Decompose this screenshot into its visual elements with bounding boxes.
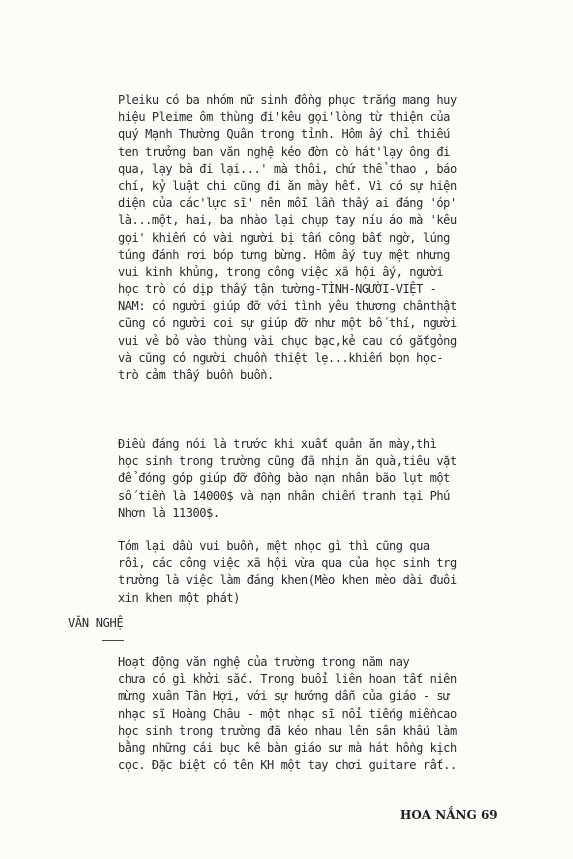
page-footer: HOA NẮNG 69 [400,808,498,822]
text-line: chưa có gì khởi sắc. Trong buổi liên hoan tất niên [118,672,457,687]
text-line: ten trưởng ban văn nghệ kéo đờn cò hát'lạy ông đi [118,144,450,159]
text-line: vui kinh khủng, trong công việc xã hội ấy, người [118,264,444,279]
text-line: gọi' khiến có vài người bị tấn công bất ngờ, lúng [118,230,450,245]
text-line: Nhơn là 11300$. [118,505,220,520]
text-line: Hoạt động văn nghệ của trường trong năm nay [118,655,410,669]
text-line: mừng xuân Tân Hợi, với sự hướng dẫn của giáo - sư [118,689,450,704]
paragraph-arts [118,654,490,774]
text-line: Tóm lại dầu vui buồn, mệt nhọc gì thì cũng qua [118,539,430,553]
text-line: NAM: có người giúp đỡ với tình yêu thương chânthật [118,299,457,314]
paragraph-charity [118,92,490,384]
text-line: Điều đáng nói là trước khi xuất quân ăn mày,thì [118,437,437,451]
paragraph-summary [118,538,490,607]
text-line: cũng có người coi sự giúp đỡ như một bố thí, người [118,316,457,331]
text-line: chí, kỷ luật chi cũng đi ăn mày hết. Vì có sự hiện [118,178,457,193]
paragraph-donations [118,436,490,522]
text-line: cọc. Đặc biệt có tên KH một tay chơi guitare rất.. [118,758,457,773]
text-line: học sinh trong trường cũng đã nhịn ăn quà,tiêu vặt [118,454,457,469]
text-line: diện của các'lực sĩ' nên mỗi lần thấy ai đáng 'óp' [118,196,457,211]
text-line: số tiền là 14000$ và nạn nhân chiến tranh tại Phú [118,488,450,503]
text-line: học sinh trong trường đã kéo nhau lên sân khấu làm [118,723,457,738]
text-line: học trò có dịp thấy tận tường-TÌNH-NGƯỜI-VIỆT - [118,282,437,297]
section-heading: VĂN NGHỆ [68,616,124,630]
text-line: Pleiku có ba nhóm nữ sinh đồng phục trắng mang huy [118,93,457,107]
text-line: rồi, các công việc xã hội vừa qua của học sinh trg [118,556,457,571]
text-line: nhạc sĩ Hoàng Châu - một nhạc sĩ nổi tiếng miềncao [118,706,457,721]
text-line: và cũng có người chuồn thiệt lẹ...khiến bọn học- [118,350,444,365]
text-line: qua, lạy bà đi lại...' mà thôi, chứ thể thao , báo [118,161,457,176]
section-underline [102,640,124,641]
text-line: bằng những cái bục kê bàn giáo sư mà hát hồng kịch [118,740,457,755]
text-line: xin khen một phát) [118,590,240,605]
text-line: quý Mạnh Thường Quân trong tỉnh. Hôm ấy chỉ thiếu [118,127,450,142]
text-line: trường là việc làm đáng khen(Mèo khen mèo dài đuôi [118,573,457,588]
text-line: là...một, hai, ba nhào lại chụp tay níu áo mà 'kêu [118,213,457,228]
text-line: vui vẻ bỏ vào thùng vài chục bạc,kẻ cau có gắtgỏng [118,333,457,348]
text-line: hiệu Pleime ôm thùng đi'kêu gọi'lòng từ thiện của [118,110,450,125]
text-line: túng đánh rơi bóp tưng bừng. Hôm ấy tuy mệt nhưng [118,247,450,262]
text-line: để đóng góp giúp đỡ đồng bào nạn nhân bão lụt một [118,471,450,486]
text-line: trò cảm thấy buồn buồn. [118,368,274,382]
